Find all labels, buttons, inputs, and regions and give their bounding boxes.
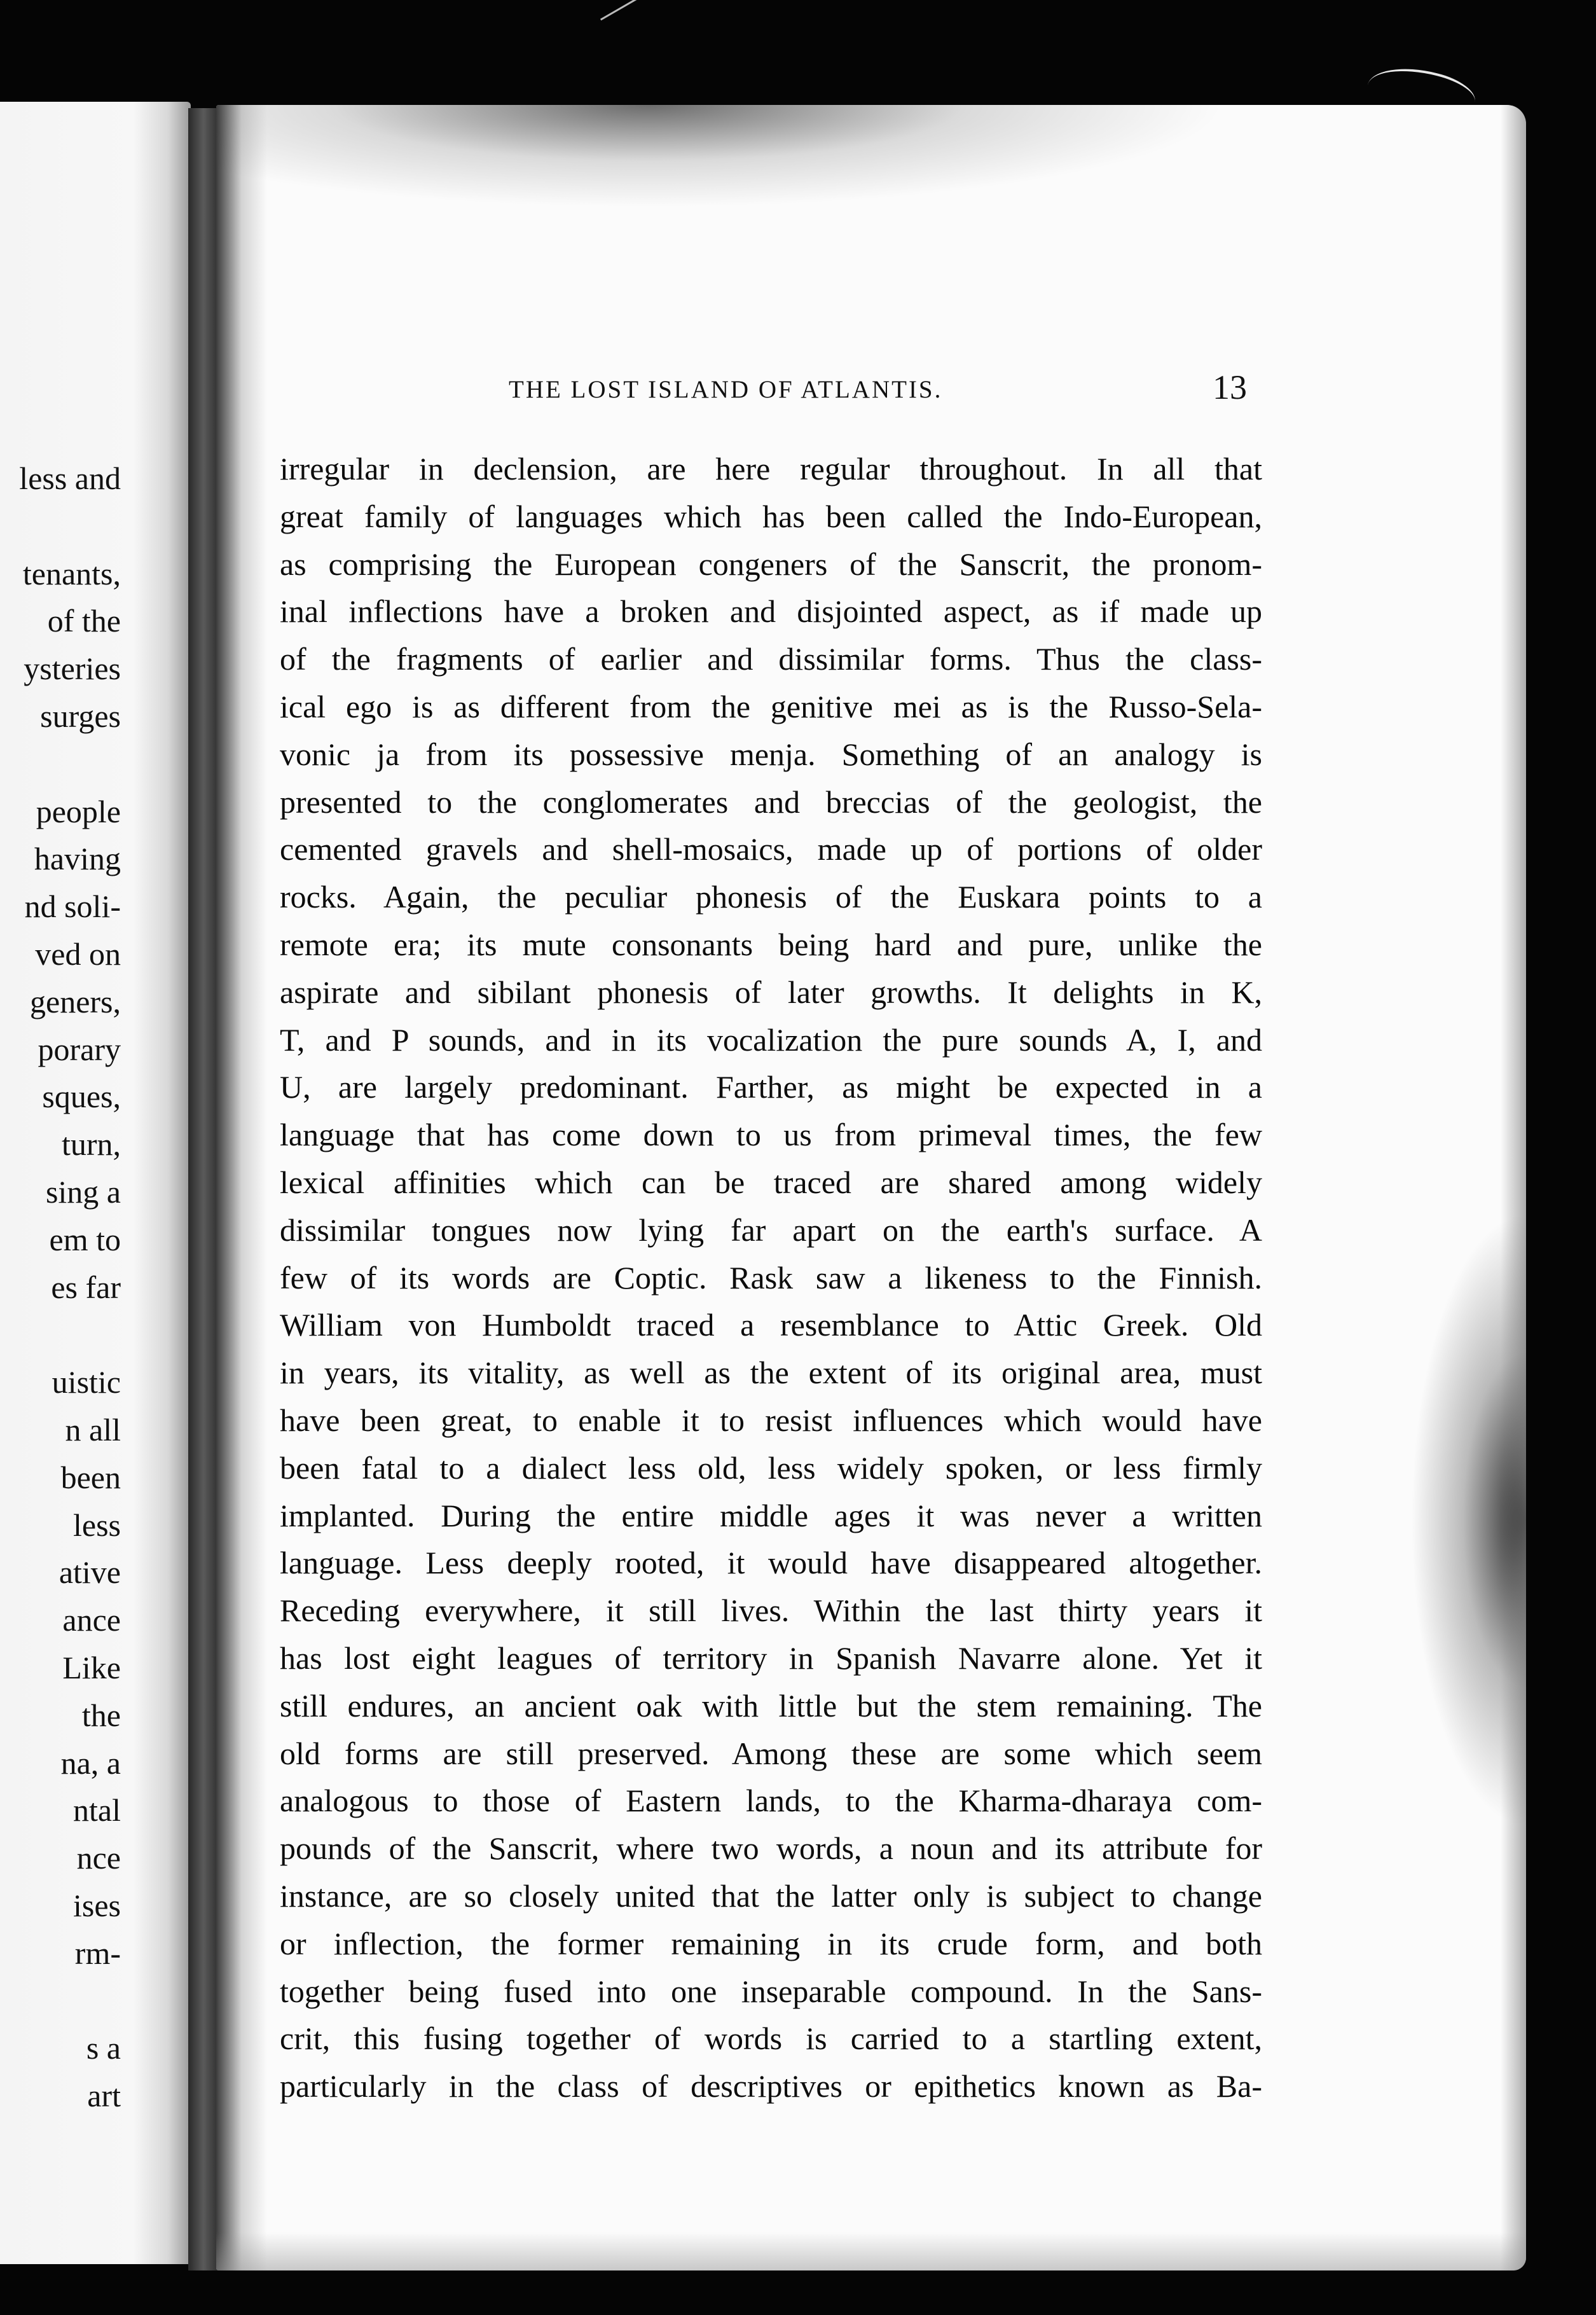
body-text bbox=[280, 445, 1262, 2110]
scan-artifact-mark bbox=[600, 0, 640, 20]
text-line: T, and P sounds, and in its vocalization the pure sounds A, I, and bbox=[280, 1021, 1262, 1058]
fragment-line bbox=[0, 1311, 121, 1358]
fragment-line: nce bbox=[76, 1840, 121, 1876]
text-line: have been great, to enable it to resist influences which would have bbox=[280, 1402, 1262, 1438]
fragment-line bbox=[0, 1977, 121, 2025]
fragment-line: people bbox=[36, 793, 121, 829]
text-line: vonic ja from its possessive menja. Something of an analogy is bbox=[280, 736, 1262, 772]
text-line: crit, this fusing together of words is carried to a startling extent, bbox=[280, 2021, 1262, 2057]
fragment-line: ises bbox=[73, 1887, 121, 1923]
fragment-line: porary bbox=[38, 1031, 121, 1067]
text-line: great family of languages which has been called the Indo-European, bbox=[280, 498, 1262, 534]
text-line: been fatal to a dialect less old, less widely spoken, or less firmly bbox=[280, 1449, 1262, 1486]
text-line: language that has come down to us from primeval times, the few bbox=[280, 1117, 1262, 1153]
fragment-line: ved on bbox=[35, 936, 121, 972]
text-line: aspirate and sibilant phonesis of later growths. It delights in K, bbox=[280, 974, 1262, 1010]
text-line: has lost eight leagues of territory in Spanish Navarre alone. Yet it bbox=[280, 1640, 1262, 1676]
fragment-line: Like bbox=[62, 1649, 121, 1685]
fragment-line: sing a bbox=[45, 1173, 121, 1210]
fragment-line: uistic bbox=[52, 1364, 121, 1400]
text-line: lexical affinities which can be traced are shared among widely bbox=[280, 1164, 1262, 1200]
text-line: pounds of the Sanscrit, where two words, a noun and its attribute for bbox=[280, 1830, 1262, 1867]
page-edge-bottom bbox=[216, 2232, 1526, 2270]
fragment-line: es far bbox=[51, 1269, 121, 1305]
fragment-line bbox=[0, 740, 121, 788]
text-line: presented to the conglomerates and breccias of the geologist, the bbox=[280, 784, 1262, 820]
text-line: few of its words are Coptic. Rask saw a likeness to the Finnish. bbox=[280, 1259, 1262, 1296]
running-head: THE LOST ISLAND OF ATLANTIS. bbox=[509, 376, 943, 403]
fragment-line: n all bbox=[65, 1411, 121, 1448]
page-shadow-left bbox=[216, 105, 267, 2270]
fragment-line: sques, bbox=[42, 1079, 121, 1115]
fragment-line: rm- bbox=[74, 1935, 121, 1971]
fragment-line: having bbox=[34, 841, 121, 877]
fragment-line: of the bbox=[47, 603, 121, 639]
previous-page-text-fragments bbox=[0, 455, 121, 2120]
fragment-line: tenants, bbox=[22, 555, 121, 591]
text-line: instance, are so closely united that the latter only is subject to change bbox=[280, 1877, 1262, 1914]
text-line: particularly in the class of descriptives or epithetics known as Ba- bbox=[280, 2068, 1262, 2104]
fragment-line: been bbox=[60, 1459, 121, 1495]
fragment-line: surges bbox=[40, 698, 121, 734]
page-edge-shadow bbox=[1501, 105, 1526, 2270]
text-line: implanted. During the entire middle ages it was never a written bbox=[280, 1497, 1262, 1533]
fragment-line: ysteries bbox=[24, 651, 121, 687]
fragment-line: ance bbox=[62, 1602, 121, 1638]
page-number: 13 bbox=[1213, 368, 1247, 406]
text-line: old forms are still preserved. Among these are some which seem bbox=[280, 1735, 1262, 1771]
fragment-line: the bbox=[81, 1697, 121, 1733]
fragment-line: less bbox=[73, 1507, 121, 1543]
fragment-line: s a bbox=[86, 2030, 121, 2066]
text-line: ical ego is as different from the genitive mei as is the Russo-Sela- bbox=[280, 688, 1262, 724]
text-line: of the fragments of earlier and dissimilar forms. Thus the class- bbox=[280, 641, 1262, 677]
fragment-line: na, a bbox=[60, 1745, 121, 1781]
fragment-line bbox=[0, 502, 121, 550]
fragment-line: ntal bbox=[73, 1792, 121, 1828]
text-line: William von Humboldt traced a resemblance to Attic Greek. Old bbox=[280, 1307, 1262, 1343]
text-line: cemented gravels and shell-mosaics, made up of portions of older bbox=[280, 831, 1262, 867]
fragment-line: geners, bbox=[30, 983, 121, 1019]
text-line: dissimilar tongues now lying far apart on the earth's surface. A bbox=[280, 1212, 1262, 1248]
text-line: irregular in declension, are here regular throughout. In all that bbox=[280, 451, 1262, 487]
fragment-line: turn, bbox=[61, 1126, 121, 1163]
fragment-line: nd soli- bbox=[24, 888, 121, 925]
text-line: rocks. Again, the peculiar phonesis of the Euskara points to a bbox=[280, 879, 1262, 915]
fragment-line: art bbox=[87, 2078, 121, 2114]
text-line: U, are largely predominant. Farther, as might be expected in a bbox=[280, 1069, 1262, 1105]
page-stain-top bbox=[216, 105, 1297, 251]
text-line: Receding everywhere, it still lives. Within the last thirty years it bbox=[280, 1593, 1262, 1629]
fragment-line: less and bbox=[19, 460, 121, 496]
text-line: language. Less deeply rooted, it would have disappeared altogether. bbox=[280, 1545, 1262, 1581]
text-line: or inflection, the former remaining in its crude form, and both bbox=[280, 1925, 1262, 1961]
text-line: remote era; its mute consonants being hard and pure, unlike the bbox=[280, 926, 1262, 962]
fragment-line: ative bbox=[58, 1554, 121, 1591]
fragment-line: em to bbox=[49, 1221, 121, 1257]
text-line: as comprising the European congeners of the Sanscrit, the pronom- bbox=[280, 546, 1262, 582]
text-line: in years, its vitality, as well as the extent of its original area, must bbox=[280, 1355, 1262, 1391]
text-line: inal inflections have a broken and disjointed aspect, as if made up bbox=[280, 593, 1262, 630]
text-line: still endures, an ancient oak with little but the stem remaining. The bbox=[280, 1687, 1262, 1724]
text-line: together being fused into one inseparable compound. In the Sans- bbox=[280, 1973, 1262, 2009]
text-line: analogous to those of Eastern lands, to the Kharma-dharaya com- bbox=[280, 1783, 1262, 1819]
